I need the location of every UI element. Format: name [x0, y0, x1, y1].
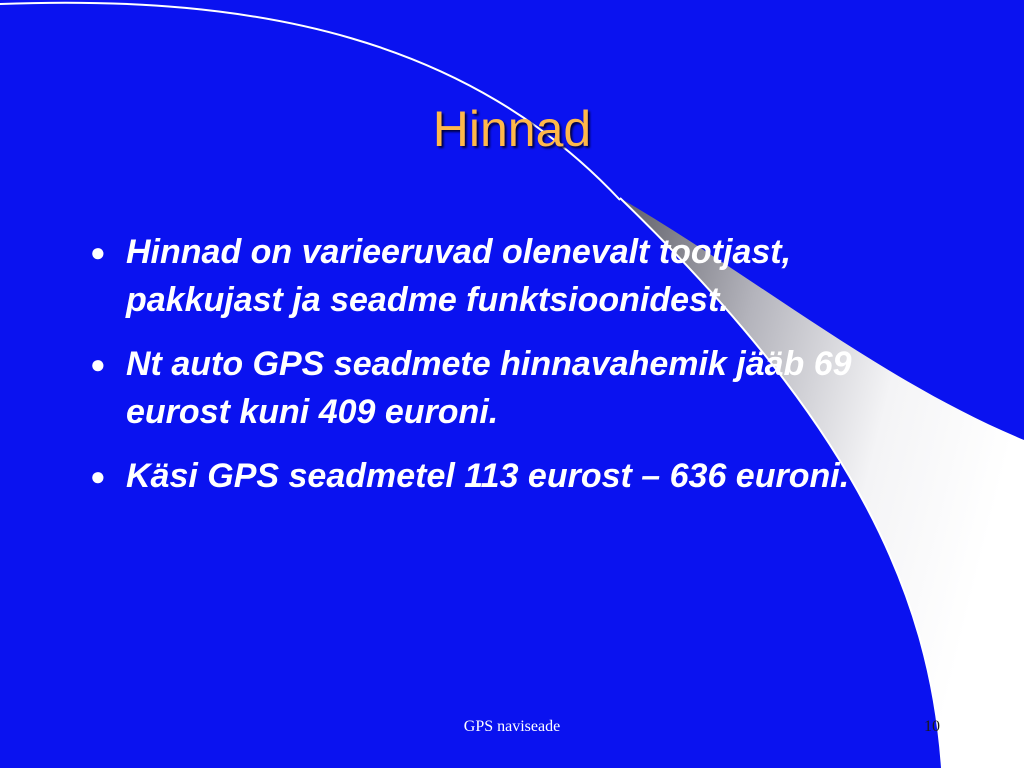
bullet-item: [88, 228, 878, 324]
bullet-dot-icon: ●: [90, 349, 106, 379]
footer-text: GPS naviseade: [463, 718, 561, 735]
slide-title: Hinnad: [432, 101, 592, 157]
bullet-dot-icon: ●: [90, 461, 106, 491]
page-number: 10: [924, 718, 940, 735]
bullet-dot-icon: ●: [90, 237, 106, 267]
bullet-text: Käsi GPS seadmetel 113 eurost – 636 euroni.: [126, 457, 850, 495]
bullet-text: Hinnad on varieeruvad olenevalt tootjast, pakkujast ja seadme funktsioonidest.: [126, 233, 792, 319]
bullet-item: [88, 452, 878, 500]
bullet-text: Nt auto GPS seadmete hinnavahemik jääb 69 eurost kuni 409 euroni.: [126, 345, 852, 431]
bullet-list: [88, 228, 878, 516]
bullet-item: [88, 340, 878, 436]
